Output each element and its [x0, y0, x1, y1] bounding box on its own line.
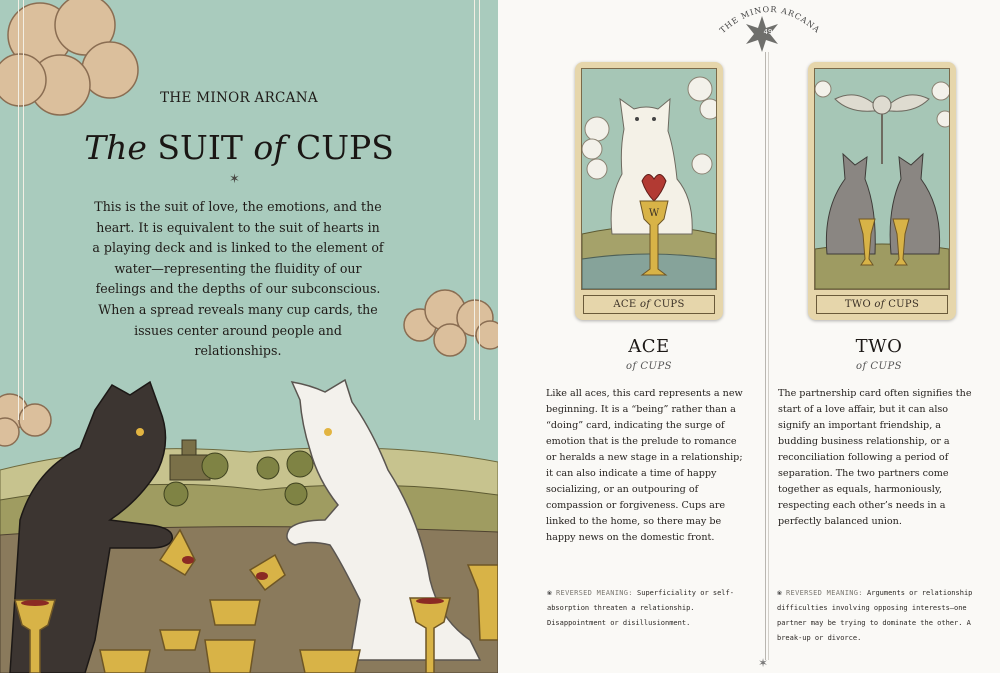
two-cats-illustration — [815, 69, 949, 289]
running-head-text: THE MINOR ARCANA — [718, 4, 822, 35]
intro-paragraph: This is the suit of love, the emotions, and the heart. It is equivalent to the suit of hearts in a playing deck and is linked to the element of water—representing the fluidity of our feelings and the depths of our subconscious. When a spread reveals many cup cards, the issues center around people and relationships. — [92, 199, 384, 359]
svg-text:W: W — [648, 208, 660, 219]
ace-reversed-meaning — [547, 585, 757, 631]
reversed-text: Arguments or relationship difficulties involving opposing interests—one partner may be trying to dominate the other. A break-up or divorce. — [777, 589, 973, 642]
star-icon: ✶ — [758, 656, 769, 670]
reversed-label: REVERSED MEANING: — [786, 589, 863, 597]
card-caption — [816, 295, 948, 314]
suit-title — [0, 128, 478, 168]
paw-icon: ❀ — [547, 588, 552, 597]
title-cups: CUPS — [285, 128, 394, 167]
page-number: 49 — [763, 28, 773, 36]
cloud-left — [0, 394, 51, 446]
section-label: THE MINOR ARCANA — [160, 90, 318, 106]
caption-rank: ACE — [613, 299, 637, 310]
caption-of: of — [636, 299, 654, 310]
two-subheading: of CUPS — [855, 361, 903, 372]
two-of-cups-card — [808, 62, 956, 320]
cloud-right — [404, 290, 498, 356]
ace-cat-illustration — [582, 69, 716, 289]
two-heading: TWO — [855, 336, 903, 357]
title-of: of — [253, 128, 286, 167]
star-icon: ✶ — [229, 172, 240, 187]
ace-heading: ACE — [628, 336, 670, 357]
card-artwork — [581, 68, 717, 290]
column-divider — [765, 52, 766, 660]
card-artwork — [814, 68, 950, 290]
ace-subheading: of CUPS — [625, 361, 673, 372]
card-caption — [583, 295, 715, 314]
caption-rank: TWO — [844, 299, 871, 310]
paw-icon: ❀ — [777, 588, 782, 597]
title-suit: SUIT — [146, 128, 254, 167]
reversed-text: Superficiality or self-absorption threaten a relationship. Disappointment or disillusionment. — [547, 589, 734, 627]
reversed-label: REVERSED MEANING: — [556, 589, 633, 597]
left-page — [0, 0, 498, 673]
two-description: The partnership card often signifies the start of a love affair, but it can also signify an important friendship, a budding business relationship, or a reconciliation following a period of separation. The two partners come together as equals, harmoniously, respecting each other’s needs in a perfectly balanced union. — [778, 388, 972, 527]
two-reversed-meaning — [777, 585, 989, 646]
caption-of: of — [870, 299, 889, 310]
caption-suit: CUPS — [653, 299, 685, 310]
caption-suit: CUPS — [888, 299, 920, 310]
ace-description: Like all aces, this card represents a new beginning. It is a “being” rather than a “doing” card, indicating the surge of emotion that is the prelude to romance or heralds a new stage in a relationship; it can also indicate a time of happy socializing, or an outpouring of compassion or forgiveness. Cups are linked to the home, so there may be happy news on the domestic front. — [546, 388, 743, 543]
ace-of-cups-card — [575, 62, 723, 320]
column-divider-inner — [768, 52, 769, 660]
title-the: The — [84, 128, 147, 167]
